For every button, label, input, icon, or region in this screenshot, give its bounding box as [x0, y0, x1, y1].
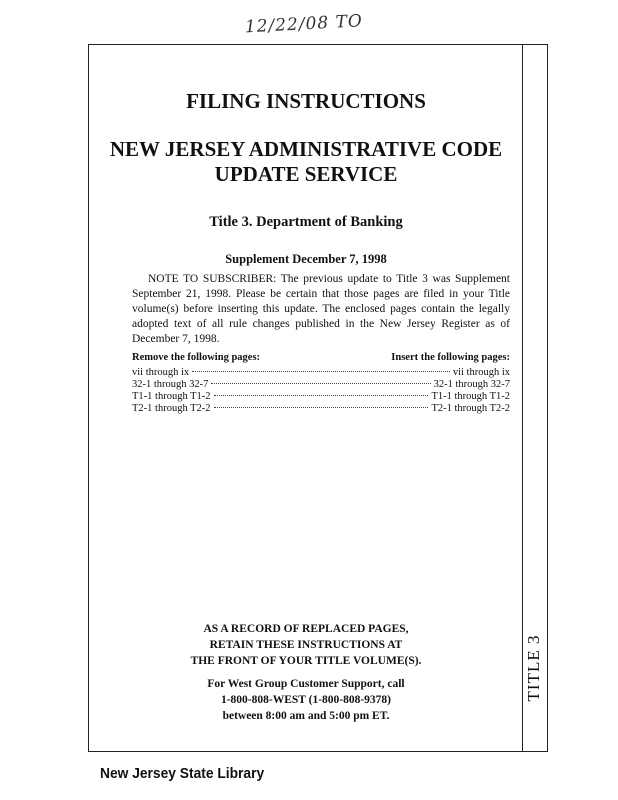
record-instructions: [96, 621, 516, 669]
library-stamp: New Jersey State Library: [100, 765, 265, 782]
support-phone: 1-800-808-WEST (1-800-808-9378): [220, 694, 392, 706]
customer-support: [96, 676, 516, 724]
record-line: THE FRONT OF YOUR TITLE VOLUME(S).: [190, 655, 422, 667]
remove-pages-cell: 32-1 through 32-7: [132, 379, 209, 390]
handwritten-date-note: 12/22/08 TO: [244, 11, 364, 38]
table-row: [132, 403, 510, 415]
table-row: [132, 391, 510, 403]
title-subject: Title 3. Department of Banking: [209, 214, 403, 230]
insert-pages-cell: T1-1 through T1-2: [431, 391, 510, 402]
subscriber-note: NOTE TO SUBSCRIBER: The previous update to Title 3 was Supplement September 21, 1998. Please be certain that those pages are filed in your Title volume(s) before inserting this update. The enclosed pages contain the legally adopted text of all rule changes published in the New Jersey Register as of December 7, 1998.: [132, 273, 510, 345]
insert-pages-header: Insert the following pages:: [391, 352, 510, 363]
code-title-line: NEW JERSEY ADMINISTRATIVE CODE: [109, 137, 503, 161]
remove-pages-header: Remove the following pages:: [132, 352, 261, 363]
record-line: RETAIN THESE INSTRUCTIONS AT: [209, 639, 403, 651]
title-tab-label: TITLE 3: [524, 634, 543, 702]
record-line: AS A RECORD OF REPLACED PAGES,: [203, 623, 409, 635]
page-title: FILING INSTRUCTIONS: [186, 89, 426, 113]
dot-leader: [211, 383, 430, 384]
code-title: [96, 137, 516, 187]
support-hours: between 8:00 am and 5:00 pm ET.: [222, 710, 390, 722]
dot-leader: [192, 371, 450, 372]
support-line: For West Group Customer Support, call: [207, 678, 405, 690]
table-row: [132, 367, 510, 379]
dot-leader: [214, 395, 429, 396]
pages-table-header: [132, 352, 510, 363]
insert-pages-cell: 32-1 through 32-7: [433, 379, 510, 390]
remove-pages-cell: vii through ix: [132, 367, 190, 378]
pages-table: [132, 367, 510, 415]
supplement-date: Supplement December 7, 1998: [225, 252, 387, 266]
code-title-line: UPDATE SERVICE: [214, 162, 398, 187]
table-row: [132, 379, 510, 391]
remove-pages-cell: T2-1 through T2-2: [132, 403, 211, 414]
remove-pages-cell: T1-1 through T1-2: [132, 391, 211, 402]
insert-pages-cell: T2-1 through T2-2: [431, 403, 510, 414]
dot-leader: [214, 407, 429, 408]
insert-pages-cell: vii through ix: [452, 367, 510, 378]
